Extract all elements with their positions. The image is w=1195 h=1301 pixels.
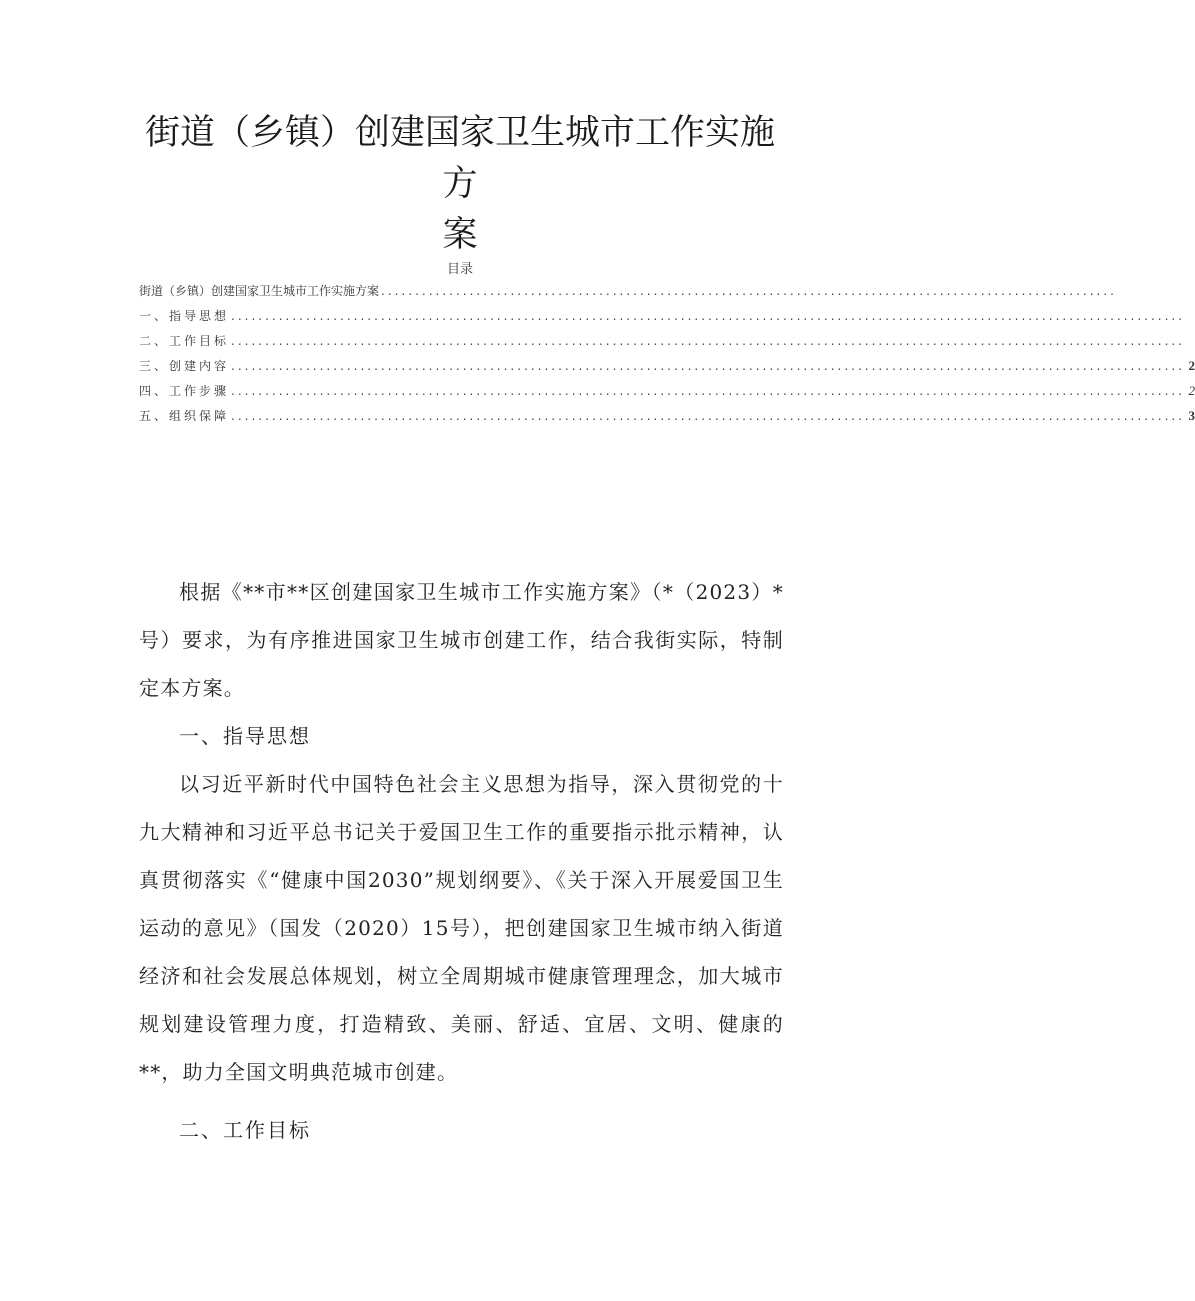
toc-leader-dots: ............................................................................................................................................ [231, 409, 1186, 423]
table-of-contents [139, 282, 1195, 432]
toc-entry-page: 3 [1188, 408, 1195, 423]
intro-paragraph: 根据《**市**区创建国家卫生城市工作实施方案》（*（2023）*号）要求，为有序推进国家卫生城市创建工作，结合我街实际，特制定本方案。 [139, 580, 784, 700]
title-line-2: 案 [442, 215, 478, 255]
toc-leader-dots: ............................................................................................................................................ [231, 334, 1186, 348]
toc-entry-label: 街道（乡镇）创建国家卫生城市工作实施方案 [139, 284, 380, 298]
section-2-heading: 二、工作目标 [179, 1118, 311, 1142]
toc-entry-creation-content[interactable] [139, 357, 1195, 382]
toc-leader-dots: ............................................................................................................................................ [231, 359, 1186, 373]
toc-leader-dots: ............................................................................................................................................ [231, 384, 1186, 398]
toc-entry-label: 五、组织保障 [139, 409, 230, 423]
title-line-1: 街道（乡镇）创建国家卫生城市工作实施方 [144, 113, 775, 204]
toc-leader-dots: ............................................................................................................ [381, 284, 1117, 298]
document-title [130, 108, 790, 261]
section-1-paragraph: 以习近平新时代中国特色社会主义思想为指导，深入贯彻党的十九大精神和习近平总书记关于爱国卫生工作的重要指示批示精神，认真贯彻落实《“健康中国2030”规划纲要》、《关于深入开展爱国卫生运动的意见》（国发（2020）15号），把创建国家卫生城市纳入街道经济和社会发展总体规划，树立全周期城市健康管理理念，加大城市规划建设管理力度，打造精致、美丽、舒适、宜居、文明、健康的**，助力全国文明典范城市创建。 [139, 772, 784, 1084]
toc-entry-guiding-ideology[interactable] [139, 307, 1186, 332]
toc-entry-organization-guarantee[interactable] [139, 407, 1195, 432]
toc-entry-label: 四、工作步骤 [139, 384, 230, 398]
toc-entry-label: 三、创建内容 [139, 359, 230, 373]
toc-entry-work-goals[interactable] [139, 332, 1186, 357]
toc-entry-label: 一、指导思想 [139, 309, 230, 323]
spacer [139, 1096, 784, 1106]
toc-entry-label: 二、工作目标 [139, 334, 230, 348]
toc-entry-work-steps[interactable] [139, 382, 1195, 407]
section-1-heading: 一、指导思想 [179, 724, 311, 748]
toc-entry-page: 2 [1188, 358, 1195, 373]
toc-entry-main-title[interactable] [139, 282, 1117, 307]
toc-entry-page: 2 [1188, 383, 1195, 398]
document-body [139, 568, 784, 1154]
toc-leader-dots: ............................................................................................................................................ [231, 309, 1186, 323]
toc-heading: 目录 [446, 262, 473, 277]
